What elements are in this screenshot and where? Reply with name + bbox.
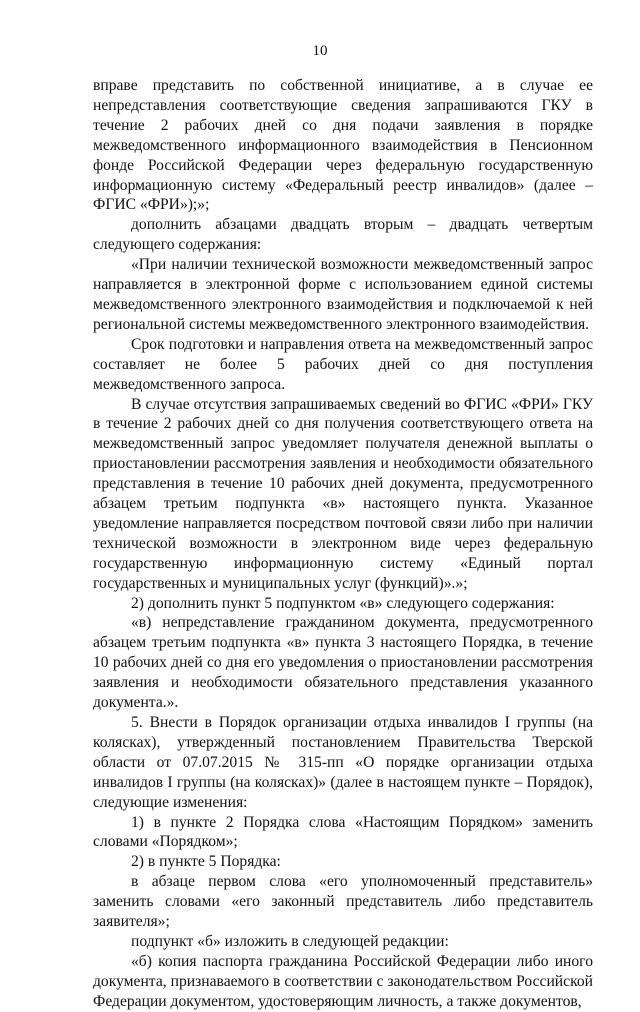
paragraph: подпункт «б» изложить в следующей редакции: (131, 932, 449, 950)
paragraph: 5. Внести в Порядок организации отдыха инвалидов I группы (на колясках), утвержденный постановлением Правительства Тверской области от 07.07.2015 № 315-пп «О порядке организации отдыха инвалидов I группы (на колясках)» (далее в настоящем пункте – Порядок), следующие изменения: (93, 714, 593, 811)
paragraph: 2) дополнить пункт 5 подпунктом «в» следующего содержания: (131, 594, 555, 612)
page-number: 10 (312, 43, 328, 59)
paragraph: 1) в пункте 2 Порядка слова «Настоящим Порядком» заменить словами «Порядком»; (93, 813, 593, 851)
paragraph: «б) копия паспорта гражданина Российской Федерации либо иного документа, признаваемого в соответствии с законодательством Российской Федерации документом, удостоверяющим личность, а также документов, (93, 952, 593, 1010)
paragraph: дополнить абзацами двадцать вторым – двадцать четвертым следующего содержания: (93, 216, 593, 254)
paragraph: 2) в пункте 5 Порядка: (131, 853, 281, 871)
document-body (93, 76, 593, 1012)
paragraph: в абзаце первом слова «его уполномоченный представитель» заменить словами «его законный представитель либо представитель заявителя»; (93, 873, 593, 931)
paragraph: «При наличии технической возможности межведомственный запрос направляется в электронной форме с использованием единой системы межведомственного электронного взаимодействия и подключаемой к ней региональной системы межведомственного электронного взаимодействия. (93, 256, 593, 333)
paragraph: В случае отсутствия запрашиваемых сведений во ФГИС «ФРИ» ГКУ в течение 2 рабочих дней со дня получения соответствующего ответа на межведомственный запрос уведомляет получателя денежной выплаты о приостановлении рассмотрения заявления и необходимости обязательного представления в течение 10 рабочих дней документа, предусмотренного абзацем третьим подпункта «в» настоящего пункта. Указанное уведомление направляется посредством почтовой связи либо при наличии технической возможности в электронном виде через федеральную государственную информационную систему «Единый портал государственных и муниципальных услуг (функций)».»; (93, 395, 593, 592)
paragraph: Срок подготовки и направления ответа на межведомственный запрос составляет не более 5 рабочих дней со дня поступления межведомственного запроса. (93, 335, 593, 393)
paragraph: «в) непредставление гражданином документа, предусмотренного абзацем третьим подпункта «в» пункта 3 настоящего Порядка, в течение 10 рабочих дней со дня его уведомления о приостановлении рассмотрения заявления и необходимости обязательного представления указанного документа.». (93, 614, 593, 712)
paragraph-continuation: вправе представить по собственной инициативе, а в случае ее непредставления соответствующие сведения запрашиваются ГКУ в течение 2 рабочих дней со дня подачи заявления в порядке межведомственного информационного взаимодействия в Пенсионном фонде Российской Федерации через федеральную государственную информационную систему «Федеральный реестр инвалидов» (далее – ФГИС «ФРИ»);»; (93, 77, 593, 214)
